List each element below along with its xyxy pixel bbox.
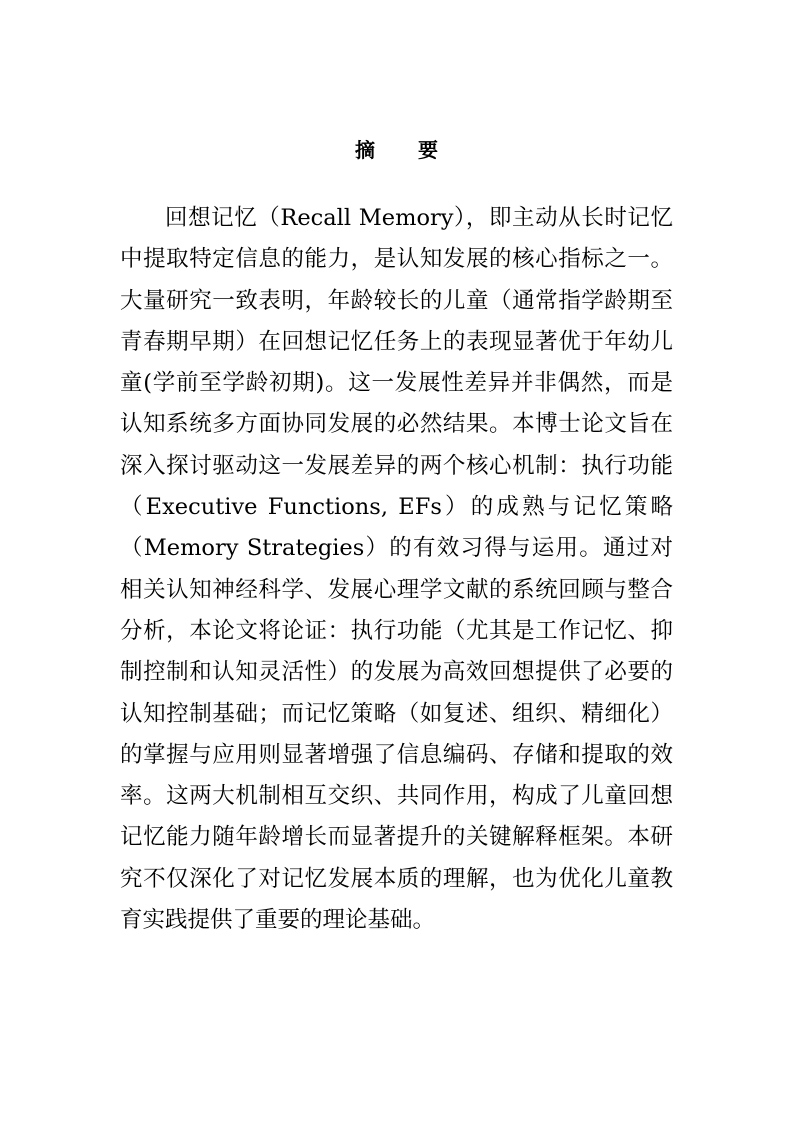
abstract-title: 摘 要	[355, 138, 456, 162]
abstract-body: 回想记忆（Recall Memory），即主动从长时记忆中提取特定信息的能力，是认知发展的核心指标之一。大量研究一致表明，年龄较长的儿童（通常指学龄期至青春期早期）在回想记忆任务上的表现显著优于年幼儿童(学前至学龄初期)。这一发展性差异并非偶然，而是认知系统多方面协同发展的必然结果。本博士论文旨在深入探讨驱动这一发展差异的两个核心机制：执行功能（Executive Functions, EFs）的成熟与记忆策略（Memory Strategies）的有效习得与运用。通过对相关认知神经科学、发展心理学文献的系统回顾与整合分析，本论文将论证：执行功能（尤其是工作记忆、抑制控制和认知灵活性）的发展为高效回想提供了必要的认知控制基础；而记忆策略（如复述、组织、精细化）的掌握与应用则显著增强了信息编码、存储和提取的效率。这两大机制相互交织、共同作用，构成了儿童回想记忆能力随年龄增长而显著提升的关键解释框架。本研究不仅深化了对记忆发展本质的理解，也为优化儿童教育实践提供了重要的理论基础。	[120, 205, 673, 934]
